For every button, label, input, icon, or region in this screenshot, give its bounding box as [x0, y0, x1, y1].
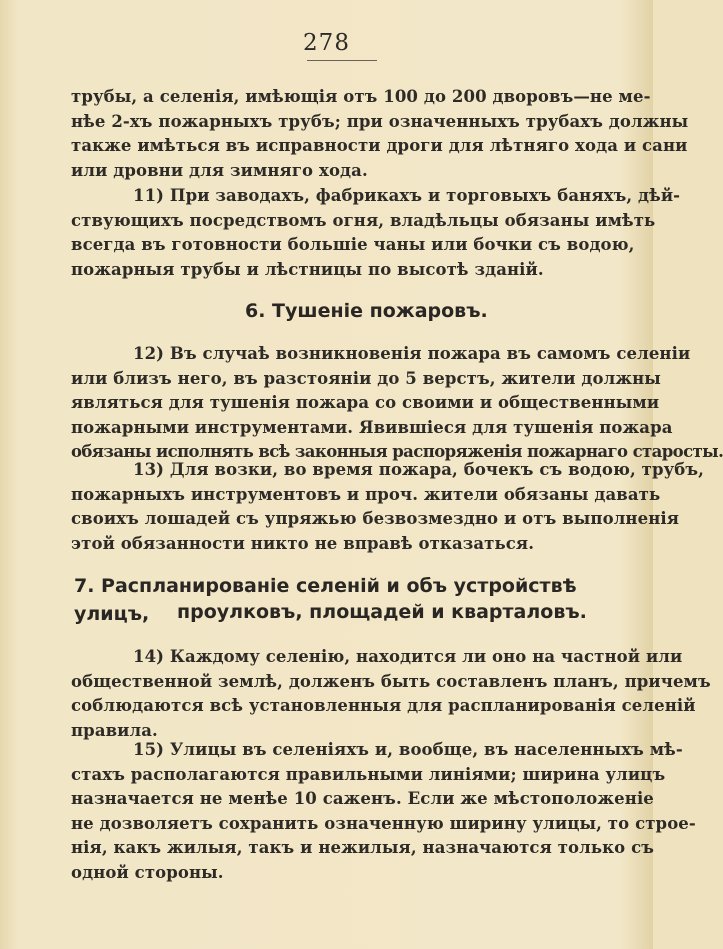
text-line: своихъ лошадей съ упряжью безвозмездно и отъ выполненія [71, 509, 680, 529]
section-heading-6: 6. Тушеніе пожаровъ. [245, 300, 488, 322]
paragraph-14 [71, 645, 711, 743]
text-line: стахъ располагаются правильными линіями; ширина улицъ [71, 764, 666, 784]
page-number-underline [307, 60, 377, 61]
page-number: 278 [303, 30, 350, 56]
text-line: соблюдаются всѣ установленныя для распланированія селеній [71, 696, 696, 716]
text-line: также имѣться въ исправности дроги для лѣтняго хода и сани [71, 136, 688, 156]
text-line: одной стороны. [71, 862, 224, 882]
text-line: являться для тушенія пожара со своими и общественными [71, 393, 660, 413]
text-line: не дозволяетъ сохранить означенную ширину улицы, то строе- [71, 813, 696, 833]
text-line: нѣе 2-хъ пожарныхъ трубъ; при означенныхъ трубахъ должны [71, 111, 689, 131]
text-line: нія, какъ жилыя, такъ и нежилыя, назначаются только съ [71, 838, 655, 858]
text-line: правила. [71, 720, 158, 740]
text-line: или дровни для зимняго хода. [71, 160, 368, 180]
text-line: ствующихъ посредствомъ огня, владѣльцы обязаны имѣть [71, 210, 656, 230]
text-line: 12) Въ случаѣ возникновенія пожара въ самомъ селеніи [133, 344, 691, 363]
paragraph-15 [71, 738, 696, 886]
paragraph-13 [71, 458, 704, 556]
text-line: всегда въ готовности большіе чаны или бочки съ водою, [71, 235, 635, 255]
paragraph-11 [71, 184, 681, 282]
text-line: пожарными инструментами. Явившіеся для тушенія пожара [71, 417, 673, 437]
paragraph-continued [71, 85, 689, 183]
text-line: 13) Для возки, во время пожара, бочекъ съ водою, трубъ, [133, 460, 704, 479]
text-line: 15) Улицы въ селеніяхъ и, вообще, въ населенныхъ мѣ- [133, 740, 683, 759]
section-heading-7-line-1: 7. Распланированіе селеній и объ устройствѣ улицъ, [74, 575, 577, 625]
section-heading-7-line-2: проулковъ, площадей и кварталовъ. [177, 601, 587, 623]
text-line: пожарныхъ инструментовъ и проч. жители обязаны давать [71, 484, 661, 504]
text-line: 14) Каждому селенію, находится ли оно на частной или [133, 647, 683, 666]
text-line: или близъ него, въ разстояніи до 5 верстъ, жители должны [71, 368, 661, 388]
text-line: 11) При заводахъ, фабрикахъ и торговыхъ баняхъ, дѣй- [133, 186, 681, 205]
paragraph-12 [71, 342, 723, 465]
text-line: этой обязанности никто не вправѣ отказаться. [71, 533, 535, 553]
text-line: общественной землѣ, долженъ быть составленъ планъ, причемъ [71, 671, 711, 691]
text-line: назначается не менѣе 10 саженъ. Если же мѣстоположеніе [71, 789, 654, 809]
text-line: пожарныя трубы и лѣстницы по высотѣ зданій. [71, 259, 544, 279]
text-line: трубы, а селенія, имѣющія отъ 100 до 200 дворовъ—не ме- [71, 87, 651, 106]
text-line: обязаны исполнять всѣ законныя распоряженія пожарнаго старосты. [71, 442, 723, 462]
